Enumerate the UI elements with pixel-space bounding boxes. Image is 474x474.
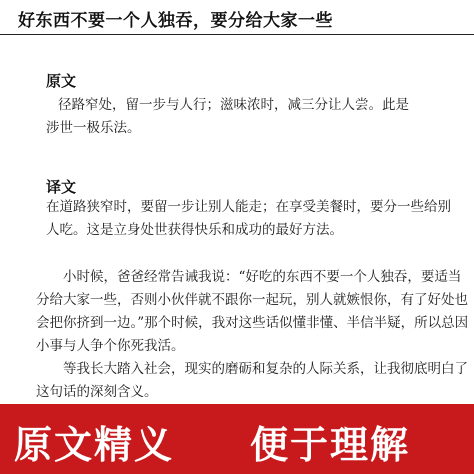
- translation-text: [46, 196, 456, 242]
- story-line: 小事与人争个你死我活。: [36, 338, 185, 354]
- story-paragraph-1: [36, 266, 469, 358]
- story-paragraph-2: [36, 358, 468, 404]
- original-line: 涉世一极乐法。: [46, 120, 141, 136]
- promo-banner: [0, 404, 474, 474]
- banner-left-text: 原文精义: [14, 423, 175, 467]
- story-line: 小时候，爸爸经常告诫我说：“好吃的东西不要一个人独吞，要适当: [63, 269, 462, 285]
- page-title: 好东西不要一个人独吞，要分给大家一些: [18, 11, 333, 31]
- story-line: 等我长大踏入社会，现实的磨砺和复杂的人际关系，让我彻底明白了: [63, 361, 468, 377]
- original-text: [46, 94, 446, 140]
- original-line: 径路窄处，留一步与人行；滋味浓时，减三分让人尝。此是: [58, 97, 409, 113]
- title-bar: [0, 0, 474, 35]
- story-line: 这句话的深刻含义。: [36, 384, 158, 400]
- banner-right-text: 便于理解: [250, 423, 411, 467]
- story-line: 会把你挤到一边。”那个时候，我对这些话似懂非懂、半信半疑，所以总因: [36, 315, 469, 331]
- original-heading: 原文: [46, 72, 77, 90]
- story-text: [36, 266, 469, 404]
- translation-line: 在道路狭窄时，要留一步让别人能走；在享受美餐时，要分一些给别: [46, 199, 451, 215]
- translation-line: 人吃。这是立身处世获得快乐和成功的最好方法。: [46, 222, 343, 238]
- translation-heading: 译文: [46, 178, 77, 196]
- story-line: 分给大家一些，否则小伙伴就不跟你一起玩，别人就嫉恨你，有了好处也: [36, 292, 468, 308]
